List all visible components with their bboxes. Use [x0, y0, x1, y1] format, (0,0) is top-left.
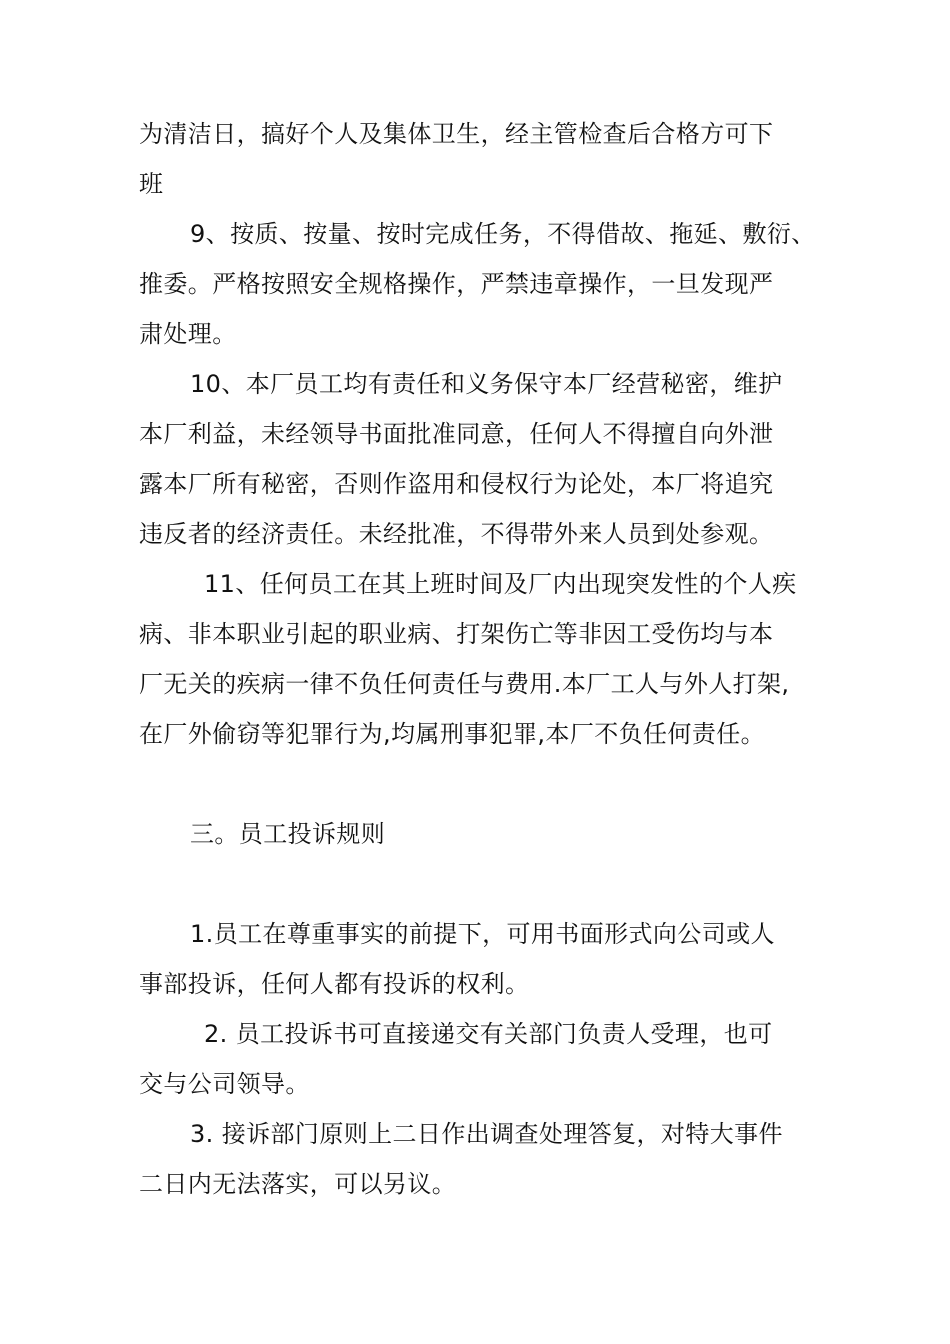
- paragraph-8-line-2: 班: [139, 170, 164, 198]
- paragraph-11-line-3: 厂无关的疾病一律不负任何责任与费用.本厂工人与外人打架,: [139, 670, 790, 698]
- section-3-heading: 三。员工投诉规则: [190, 820, 386, 848]
- paragraph-10-line-3: 露本厂所有秘密，否则作盗用和侵权行为论处，本厂将追究: [139, 470, 774, 498]
- paragraph-8-line-1: 为清洁日，搞好个人及集体卫生，经主管检查后合格方可下: [139, 120, 774, 148]
- paragraph-11-line-2: 病、非本职业引起的职业病、打架伤亡等非因工受伤均与本: [139, 620, 774, 648]
- complaint-item-1-line-2: 事部投诉，任何人都有投诉的权利。: [139, 970, 530, 998]
- complaint-item-3-line-2: 二日内无法落实，可以另议。: [139, 1170, 457, 1198]
- paragraph-9-line-2: 推委。严格按照安全规格操作，严禁违章操作，一旦发现严: [139, 270, 774, 298]
- paragraph-9-line-1: 9、按质、按量、按时完成任务，不得借故、拖延、敷衍、: [190, 220, 816, 248]
- paragraph-10-line-1: 10、本厂员工均有责任和义务保守本厂经营秘密，维护: [190, 370, 783, 398]
- complaint-item-3-line-1: 3. 接诉部门原则上二日作出调查处理答复，对特大事件: [190, 1120, 783, 1148]
- complaint-item-2-line-2: 交与公司领导。: [139, 1070, 310, 1098]
- paragraph-11-line-1: 11、任何员工在其上班时间及厂内出现突发性的个人疾: [204, 570, 797, 598]
- complaint-item-2-line-1: 2. 员工投诉书可直接递交有关部门负责人受理，也可: [204, 1020, 773, 1048]
- paragraph-9-line-3: 肃处理。: [139, 320, 237, 348]
- paragraph-10-line-4: 违反者的经济责任。未经批准，不得带外来人员到处参观。: [139, 520, 774, 548]
- paragraph-11-line-4: 在厂外偷窃等犯罪行为,均属刑事犯罪,本厂不负任何责任。: [139, 720, 766, 748]
- paragraph-10-line-2: 本厂利益，未经领导书面批准同意，任何人不得擅自向外泄: [139, 420, 774, 448]
- complaint-item-1-line-1: 1.员工在尊重事实的前提下，可用书面形式向公司或人: [190, 920, 775, 948]
